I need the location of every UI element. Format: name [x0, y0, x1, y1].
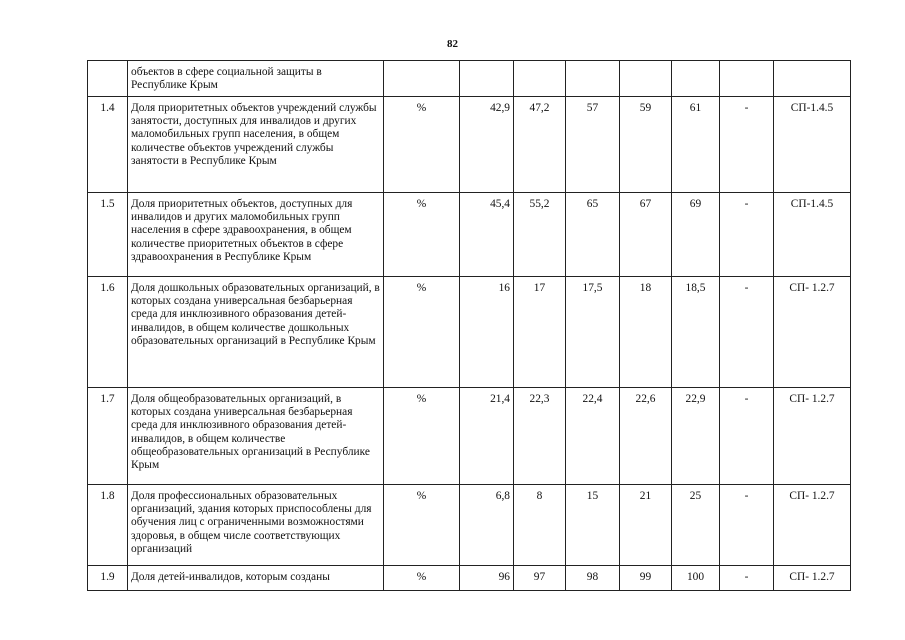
row-value-2: 97	[514, 566, 566, 591]
row-value-4: 18	[620, 277, 672, 388]
row-dash: -	[720, 193, 774, 277]
row-number: 1.4	[88, 97, 128, 193]
table-row	[88, 97, 851, 193]
row-unit: %	[384, 485, 460, 566]
table-body	[88, 61, 851, 591]
row-value-3: 57	[566, 97, 620, 193]
table-row	[88, 277, 851, 388]
row-value-3: 17,5	[566, 277, 620, 388]
row-number: 1.5	[88, 193, 128, 277]
row-value-3: 98	[566, 566, 620, 591]
row-value-4: 21	[620, 485, 672, 566]
row-description: Доля общеобразовательных организаций, в которых создана универсальная безбарьерная среда для инклюзивного образования детей-инвалидов, в общем количестве общеобразовательных организаций в Республике Крым	[128, 388, 384, 485]
row-value-1: 96	[460, 566, 514, 591]
row-unit: %	[384, 388, 460, 485]
row-description: объектов в сфере социальной защиты в Республике Крым	[128, 61, 384, 97]
row-dash: -	[720, 388, 774, 485]
row-value-1: 45,4	[460, 193, 514, 277]
row-value-1: 21,4	[460, 388, 514, 485]
row-number: 1.6	[88, 277, 128, 388]
row-value-1: 16	[460, 277, 514, 388]
table-row	[88, 61, 851, 97]
row-dash: -	[720, 97, 774, 193]
row-number: 1.7	[88, 388, 128, 485]
row-value-1: 42,9	[460, 97, 514, 193]
row-value-5: 25	[672, 485, 720, 566]
row-value-2	[514, 61, 566, 97]
row-description: Доля дошкольных образовательных организаций, в которых создана универсальная безбарьерная среда для инклюзивного образования детей-инвалидов, в общем количестве дошкольных образовательных организаций в Республике Крым	[128, 277, 384, 388]
row-value-5: 18,5	[672, 277, 720, 388]
row-dash: -	[720, 485, 774, 566]
row-value-2: 17	[514, 277, 566, 388]
row-value-3	[566, 61, 620, 97]
row-dash: -	[720, 566, 774, 591]
row-value-2: 22,3	[514, 388, 566, 485]
row-reference: СП- 1.2.7	[774, 388, 851, 485]
row-value-1: 6,8	[460, 485, 514, 566]
table-row	[88, 566, 851, 591]
row-value-5: 61	[672, 97, 720, 193]
row-value-1	[460, 61, 514, 97]
row-unit	[384, 61, 460, 97]
row-number: 1.9	[88, 566, 128, 591]
row-reference: СП- 1.2.7	[774, 277, 851, 388]
row-number: 1.8	[88, 485, 128, 566]
row-value-5: 69	[672, 193, 720, 277]
row-unit: %	[384, 97, 460, 193]
page-number: 82	[447, 38, 458, 50]
row-dash	[720, 61, 774, 97]
row-number	[88, 61, 128, 97]
row-unit: %	[384, 277, 460, 388]
row-value-5	[672, 61, 720, 97]
row-description: Доля приоритетных объектов, доступных для инвалидов и других маломобильных групп населения в сфере здравоохранения, в общем количестве приоритетных объектов в сфере здравоохранения в Республике Крым	[128, 193, 384, 277]
row-description: Доля профессиональных образовательных организаций, здания которых приспособлены для обучения лиц с ограниченными возможностями здоровья, в общем числе соответствующих организаций	[128, 485, 384, 566]
row-value-4: 67	[620, 193, 672, 277]
row-value-2: 47,2	[514, 97, 566, 193]
row-value-2: 55,2	[514, 193, 566, 277]
row-reference: СП- 1.2.7	[774, 566, 851, 591]
row-value-3: 15	[566, 485, 620, 566]
row-value-5: 22,9	[672, 388, 720, 485]
row-reference: СП-1.4.5	[774, 97, 851, 193]
indicator-table	[87, 60, 851, 591]
row-value-4: 22,6	[620, 388, 672, 485]
table-row	[88, 485, 851, 566]
row-description: Доля детей-инвалидов, которым созданы	[128, 566, 384, 591]
row-value-5: 100	[672, 566, 720, 591]
row-description: Доля приоритетных объектов учреждений службы занятости, доступных для инвалидов и других маломобильных групп населения, в общем количестве объектов учреждений службы занятости в Республике Крым	[128, 97, 384, 193]
table-row	[88, 388, 851, 485]
row-dash: -	[720, 277, 774, 388]
row-value-3: 22,4	[566, 388, 620, 485]
row-value-2: 8	[514, 485, 566, 566]
row-unit: %	[384, 566, 460, 591]
row-value-4: 99	[620, 566, 672, 591]
row-reference: СП-1.4.5	[774, 193, 851, 277]
row-reference	[774, 61, 851, 97]
row-reference: СП- 1.2.7	[774, 485, 851, 566]
row-unit: %	[384, 193, 460, 277]
row-value-3: 65	[566, 193, 620, 277]
row-value-4	[620, 61, 672, 97]
row-value-4: 59	[620, 97, 672, 193]
table-row	[88, 193, 851, 277]
